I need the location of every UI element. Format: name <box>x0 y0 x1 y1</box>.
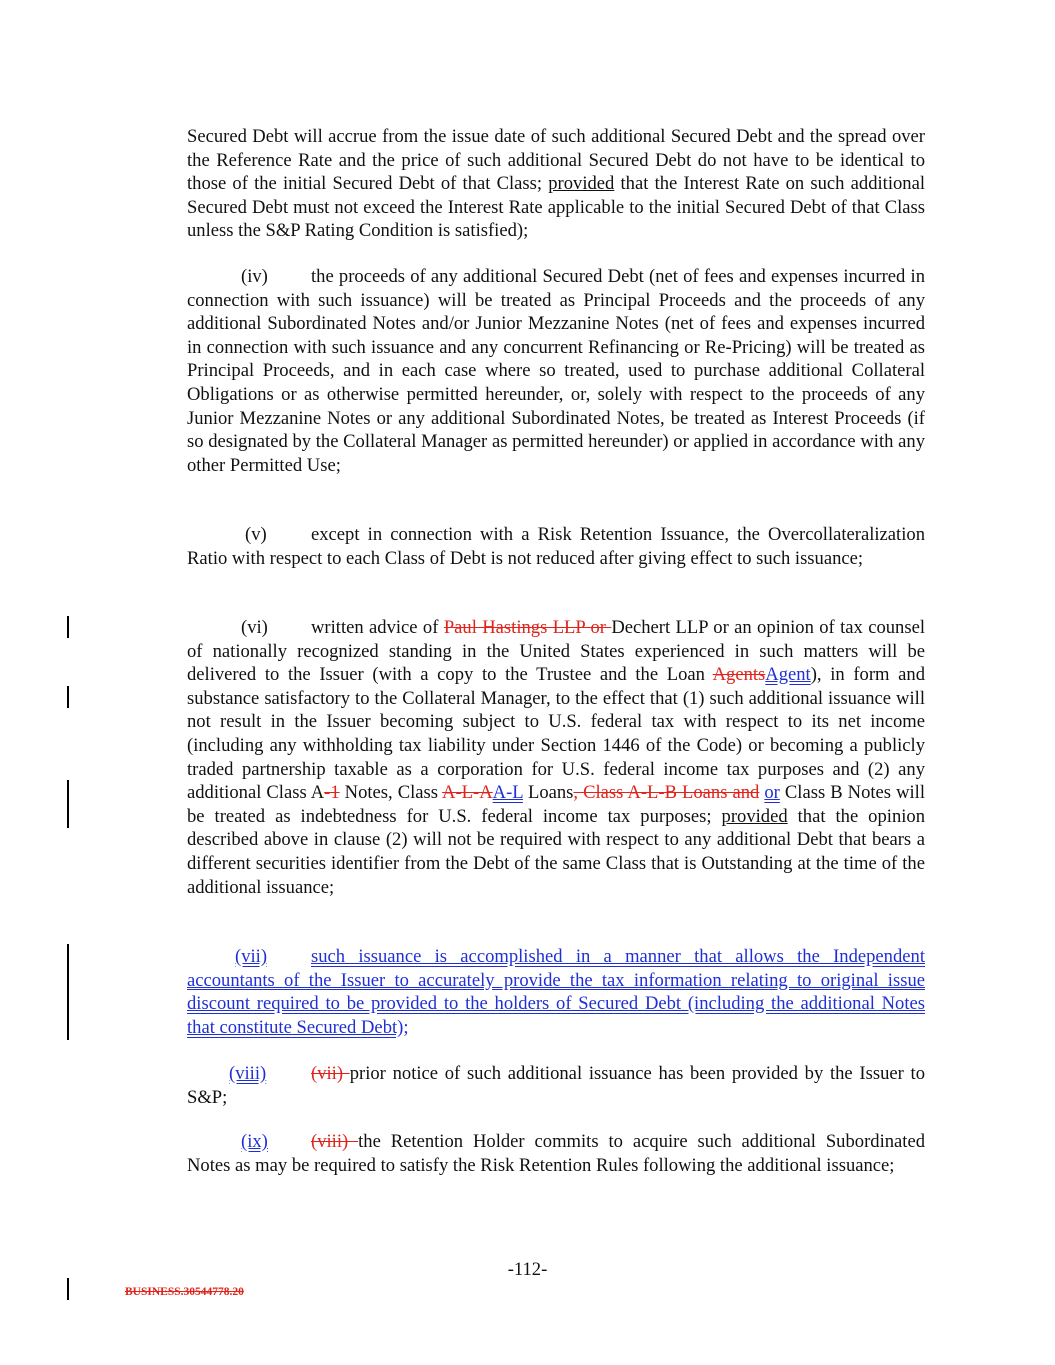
deleted-text: Agents <box>712 664 766 686</box>
change-bar <box>67 616 69 638</box>
change-bar <box>67 780 69 828</box>
paragraph-text: that the Interest Rate on such additional Secured Debt must not exceed the Interest Rate applicable to the initial Secured Debt of that Class unless the S&P Rating Condition is satisfied); <box>187 173 925 242</box>
change-bar <box>67 1278 69 1300</box>
paragraph-continuation <box>187 125 925 243</box>
deleted-text: (viii) <box>311 1131 359 1152</box>
clause-label: (v) <box>245 524 267 545</box>
clause-iv <box>187 265 925 477</box>
clause-text: Dechert LLP or an opinion of tax counsel of nationally recognized standing in the United States experienced in such matters will be delivered to the Issuer (with a copy to the Trustee and the Loan <box>187 617 926 686</box>
clause-text: Loans <box>522 782 574 804</box>
deleted-text: Paul Hastings LLP or <box>443 617 612 638</box>
deleted-text: , Class A-L-B Loans and <box>573 782 760 804</box>
deleted-text: (vii) <box>311 1063 350 1084</box>
clause-text: except in connection with a Risk Retention Issuance, the Overcollateralization Ratio with respect to each Class of Debt is not reduced after giving effect to such issuance; <box>187 524 925 569</box>
paragraph-text: Secured Debt will accrue from the issue date of such additional Secured Debt and the spread over the Reference Rate and the price of such additional Secured Debt do not have to be identical to those of the initial Secured Debt of that Class; <box>187 126 925 195</box>
page-number: -112- <box>507 1259 548 1280</box>
clause-vi <box>187 616 925 899</box>
clause-label: (iv) <box>241 266 268 287</box>
clause-text: ), in form and substance satisfactory to the Collateral Manager, to the effect that (1) such additional issuance will not result in the Issuer becoming subject to U.S. federal tax with respect to its net income (including any withholding tax liability under Section 1446 of the Code) or becoming a publicly traded partnership taxable as a corporation for U.S. federal income tax purposes and (2) any additional Class A <box>187 664 925 804</box>
clause-label: (vi) <box>241 617 268 638</box>
inserted-text: Agent <box>765 664 811 686</box>
provided-underlined: provided <box>548 173 615 195</box>
clause-text: the Retention Holder commits to acquire such additional Subordinated Notes as may be required to satisfy the Risk Retention Rules following the additional issuance; <box>187 1131 925 1176</box>
deleted-text: -1 <box>324 782 340 804</box>
clause-label-inserted: (ix) <box>241 1131 268 1152</box>
clause-label-inserted: (vii) <box>235 946 268 967</box>
deleted-text: A-L-A <box>442 782 493 804</box>
document-id: BUSINESS.30544778.20 <box>125 1286 244 1298</box>
clause-label-inserted: (viii) <box>229 1063 267 1084</box>
clause-v <box>187 523 925 570</box>
change-bar <box>67 944 69 1040</box>
clause-text: Class B Notes will be treated as indebtedness for U.S. federal income tax purposes; <box>187 782 926 827</box>
clause-ix <box>187 1130 925 1177</box>
clause-text: that the opinion described above in clause (2) will not be required with respect to any additional Debt that bears a different securities identifier from the Debt of the same Class that is Outstanding at the time of the additional issuance; <box>187 805 925 898</box>
clause-text: prior notice of such additional issuance has been provided by the Issuer to S&P; <box>187 1063 925 1108</box>
change-bar <box>67 686 69 708</box>
clause-viii <box>187 1062 925 1109</box>
inserted-text: A-L <box>492 782 523 804</box>
inserted-text: such issuance is accomplished in a manner that allows the Independent accountants of the Issuer to accurately provide the tax information relating to original issue discount required to be provided to the holders of Secured Debt (including the additional Notes that constitute Secured Debt); <box>187 946 925 1038</box>
clause-text: written advice of <box>311 617 444 638</box>
clause-text: Notes, Class <box>339 782 443 804</box>
inserted-text: or <box>764 782 780 804</box>
provided-underlined: provided <box>721 805 788 827</box>
clause-text: the proceeds of any additional Secured Debt (net of fees and expenses incurred in connection with such issuance) will be treated as Principal Proceeds and the proceeds of any additional Subordinated Notes and/or Junior Mezzanine Notes (net of fees and expenses incurred in connection with such issuance and any concurrent Refinancing or Re-Pricing) will be treated as Principal Proceeds, and in each case where so treated, used to purchase additional Collateral Obligations or as otherwise permitted hereunder, or, solely with respect to the proceeds of any Junior Mezzanine Notes or any additional Subordinated Notes, be treated as Interest Proceeds (if so designated by the Collateral Manager as permitted hereunder) or applied in accordance with any other Permitted Use; <box>187 266 925 476</box>
clause-vii <box>187 945 925 1039</box>
